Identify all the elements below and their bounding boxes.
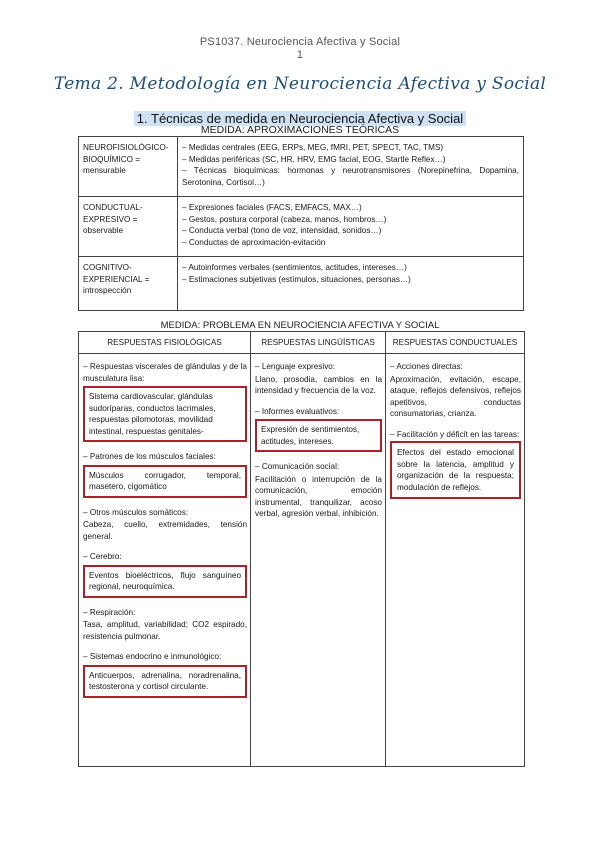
list-item: – Otros músculos somáticos: Cabeza, cuello, extremidades, tensión general. xyxy=(83,507,247,541)
highlight-box: Eventos bioeléctricos, flujo sanguíneo regional, neuroquímica. xyxy=(83,565,247,598)
linguistic-column xyxy=(251,354,386,767)
table-row xyxy=(79,354,525,767)
physiological-column xyxy=(79,354,251,767)
row-label: NEUROFISIOLÓGICO- BIOQUÍMICO = mensurable xyxy=(79,137,178,197)
document-course-title: PS1037. Neurociencia Afectiva y Social xyxy=(199,36,401,48)
list-item: – Conductas de aproximación-evitación xyxy=(182,237,326,247)
header-behavioral: RESPUESTAS CONDUCTUALES xyxy=(386,332,525,354)
highlight-box: Expresión de sentimientos, actitudes, intereses. xyxy=(255,419,382,452)
list-item: – Lenguaje expresivo: Llano, prosodia, cambios en la intensidad y frecuencia de la voz. xyxy=(255,362,382,395)
list-item: – Respuestas viscerales de glándulas y de la musculatura lisa: Sistema cardiovascular, glándulas sudoríparas, conductos lacrimales, respuestas pilomotoras, movilidad intestinal, respuestas genitales- xyxy=(83,361,247,442)
list-item: – Conducta verbal (tono de voz, intensidad, sonidos…) xyxy=(182,226,382,235)
responses-table xyxy=(78,331,525,767)
table-row xyxy=(79,257,524,311)
behavioral-column xyxy=(386,354,525,767)
table-row xyxy=(79,197,524,257)
table1-caption: MEDIDA: APROXIMACIONES TEÓRICAS xyxy=(200,124,400,136)
approaches-table xyxy=(78,136,524,311)
list-item: – Comunicación social: Facilitación o interrupción de la comunicación, emoción instrumental, tranquilizar, acoso verbal, agresión verbal, inhibición. xyxy=(255,462,382,518)
list-item: – Acciones directas: Aproximación, evitación, escape, ataque, reflejos defensivos, reflejos apetitivos, conductas consumatorias, crianza. xyxy=(390,362,521,418)
page-header xyxy=(0,36,600,62)
highlight-box: Músculos corrugador, temporal, masetero, cigomático xyxy=(83,465,247,498)
table-row xyxy=(79,137,524,197)
list-item: – Cerebro: Eventos bioeléctricos, flujo sanguíneo regional, neuroquímica. xyxy=(83,551,247,598)
table-header-row xyxy=(79,332,525,354)
row-content xyxy=(178,197,524,257)
header-linguistic: RESPUESTAS LINGÜÍSTICAS xyxy=(251,332,386,354)
page-number: 1 xyxy=(296,49,304,61)
section-title-text: 1. Técnicas de medida en Neurociencia Afectiva y Social xyxy=(134,111,466,126)
list-item: – Informes evaluativos: Expresión de sentimientos, actitudes, intereses. xyxy=(255,406,382,453)
highlight-box: Efectos del estado emocional sobre la latencia, amplitud y organización de la respuesta; modulación de reflejos. xyxy=(390,441,521,499)
list-item: – Patrones de los músculos faciales: Músculos corrugador, temporal, masetero, cigomático xyxy=(83,451,247,498)
table2-caption: MEDIDA: PROBLEMA EN NEUROCIENCIA AFECTIVA Y SOCIAL xyxy=(160,320,440,331)
list-item: – Sistemas endocrino e inmunológico: Anticuerpos, adrenalina, noradrenalina, testosterona y cortisol circulante. xyxy=(83,651,247,698)
highlight-box: Sistema cardiovascular, glándulas sudoríparas, conductos lacrimales, respuestas pilomotoras, movilidad intestinal, respuestas genitales- xyxy=(83,386,247,442)
list-item: – Medidas periféricas (SC, HR, HRV, EMG facial, EOG, Startle Reflex…) xyxy=(182,154,446,164)
list-item: – Técnicas bioquímicas: hormonas y neurotransmisores (Norepinefrina, Dopamina, Serotonina, Cortisol…) xyxy=(182,166,519,187)
header-physiological: RESPUESTAS FISIOLÓGICAS xyxy=(79,332,251,354)
row-label: CONDUCTUAL- EXPRESIVO = observable xyxy=(79,197,178,257)
row-label: COGNITIVO- EXPERIENCIAL = introspección xyxy=(79,257,178,311)
page-title: Tema 2. Metodología en Neurociencia Afectiva y Social xyxy=(53,74,547,94)
list-item: – Medidas centrales (EEG, ERPs, MEG, fMRI, PET, SPECT, TAC, TMS) xyxy=(182,143,444,152)
highlight-box: Anticuerpos, adrenalina, noradrenalina, testosterona y cortisol circulante. xyxy=(83,665,247,698)
list-item: – Estimaciones subjetivas (estímulos, situaciones, personas…) xyxy=(182,274,411,284)
list-item: – Facilitación y déficit en las tareas: Efectos del estado emocional sobre la latencia, amplitud y organización de la respuesta; modulación de reflejos. xyxy=(390,429,521,500)
list-item: – Autoinformes verbales (sentimientos, actitudes, intereses…) xyxy=(182,263,407,272)
list-item: – Expresiones faciales (FACS, EMFACS, MAX…) xyxy=(182,203,362,212)
row-content xyxy=(178,137,524,197)
list-item: – Gestos, postura corporal (cabeza, manos, hombros…) xyxy=(182,214,387,224)
list-item: – Respiración: Tasa, amplitud, variabilidad; CO2 espirado, resistencia pulmonar. xyxy=(83,607,247,641)
row-content xyxy=(178,257,524,311)
